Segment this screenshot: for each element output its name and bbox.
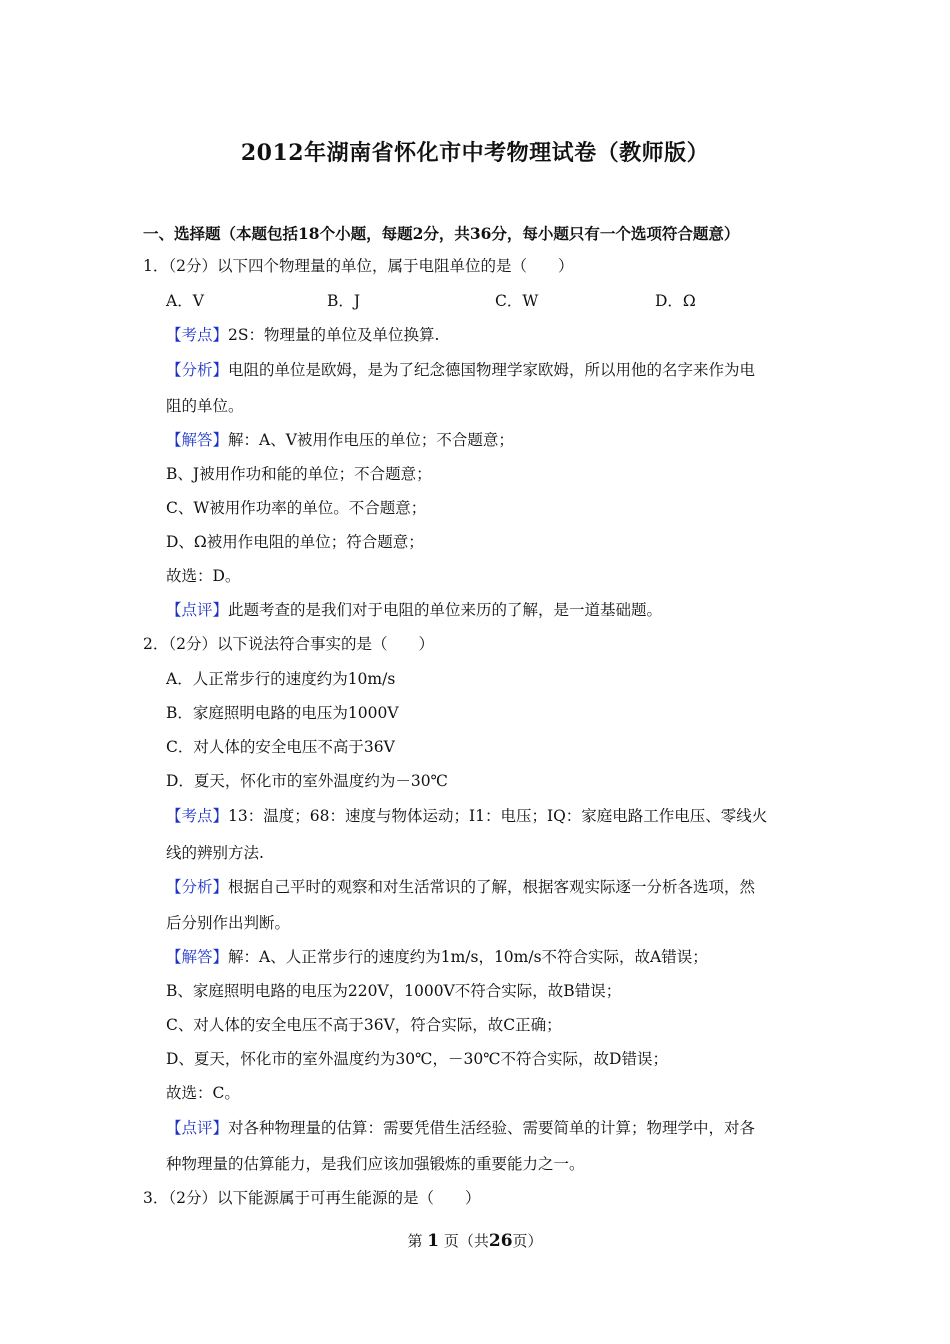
question-1-stem: 1．（2分）以下四个物理量的单位，属于电阻单位的是（ ） <box>143 257 574 275</box>
q2-jieda-3: C、对人体的安全电压不高于36V，符合实际，故C正确； <box>166 1016 562 1034</box>
q2-jieda: 【解答】解：A、人正常步行的速度约为1m/s，10m/s不符合实际，故A错误； <box>166 948 708 966</box>
dianping-tag: 【点评】 <box>166 601 229 619</box>
q2-kaodian: 【考点】13：温度；68：速度与物体运动；I1：电压；IQ：家庭电路工作电压、零线火 <box>166 807 768 825</box>
q2-option-b: B．家庭照明电路的电压为1000V <box>166 704 399 722</box>
q1-fenxi-cont: 阻的单位。 <box>166 397 244 415</box>
q1-fenxi: 【分析】电阻的单位是欧姆，是为了纪念德国物理学家欧姆，所以用他的名字来作为电 <box>166 361 756 379</box>
q2-option-d: D．夏天，怀化市的室外温度约为－30℃ <box>166 772 448 790</box>
fenxi-tag: 【分析】 <box>166 361 229 379</box>
q2-dianping: 【点评】对各种物理量的估算：需要凭借生活经验、需要简单的计算；物理学中，对各 <box>166 1119 756 1137</box>
q2-dianping-cont: 种物理量的估算能力，是我们应该加强锻炼的重要能力之一。 <box>166 1155 585 1173</box>
question-2-stem: 2．（2分）以下说法符合事实的是（ ） <box>143 635 434 653</box>
fenxi-tag: 【分析】 <box>166 878 229 896</box>
q1-option-b: B．J <box>327 292 361 310</box>
q1-jieda-5: 故选：D。 <box>166 567 241 585</box>
q1-option-c: C．W <box>495 292 539 310</box>
section-heading: 一、选择题（本题包括18个小题，每题2分，共36分，每小题只有一个选项符合题意） <box>143 224 740 243</box>
kaodian-tag: 【考点】 <box>166 807 229 825</box>
page-title: 2012年湖南省怀化市中考物理试卷（教师版） <box>240 140 710 166</box>
q2-jieda-4: D、夏天，怀化市的室外温度约为30℃，－30℃不符合实际，故D错误； <box>166 1050 668 1068</box>
q1-jieda-3: C、W被用作功率的单位。不合题意； <box>166 499 427 517</box>
q1-jieda: 【解答】解：A、V被用作电压的单位；不合题意； <box>166 431 514 449</box>
q1-option-d: D．Ω <box>655 292 696 310</box>
jieda-tag: 【解答】 <box>166 431 229 449</box>
dianping-tag: 【点评】 <box>166 1119 229 1137</box>
current-page-number: 1 <box>427 1231 440 1251</box>
q1-dianping: 【点评】此题考查的是我们对于电阻的单位来历的了解，是一道基础题。 <box>166 601 663 619</box>
jieda-tag: 【解答】 <box>166 948 229 966</box>
page-footer: 第 1 页（共26页） <box>407 1231 543 1251</box>
q1-jieda-2: B、J被用作功和能的单位；不合题意； <box>166 465 432 483</box>
q1-kaodian: 【考点】2S：物理量的单位及单位换算. <box>166 326 440 344</box>
q1-jieda-4: D、Ω被用作电阻的单位；符合题意； <box>166 533 424 551</box>
q2-option-c: C．对人体的安全电压不高于36V <box>166 738 395 756</box>
kaodian-tag: 【考点】 <box>166 326 229 344</box>
q1-option-a: A．V <box>166 292 204 310</box>
total-page-count: 26 <box>488 1231 513 1251</box>
q2-jieda-5: 故选：C。 <box>166 1084 240 1102</box>
q2-fenxi: 【分析】根据自己平时的观察和对生活常识的了解，根据客观实际逐一分析各选项，然 <box>166 878 756 896</box>
question-3-stem: 3．（2分）以下能源属于可再生能源的是（ ） <box>143 1189 481 1207</box>
q2-option-a: A．人正常步行的速度约为10m/s <box>166 670 396 688</box>
q2-kaodian-cont: 线的辨别方法. <box>166 844 264 862</box>
q2-fenxi-cont: 后分别作出判断。 <box>166 914 291 932</box>
q2-jieda-2: B、家庭照明电路的电压为220V，1000V不符合实际，故B错误； <box>166 982 622 1000</box>
